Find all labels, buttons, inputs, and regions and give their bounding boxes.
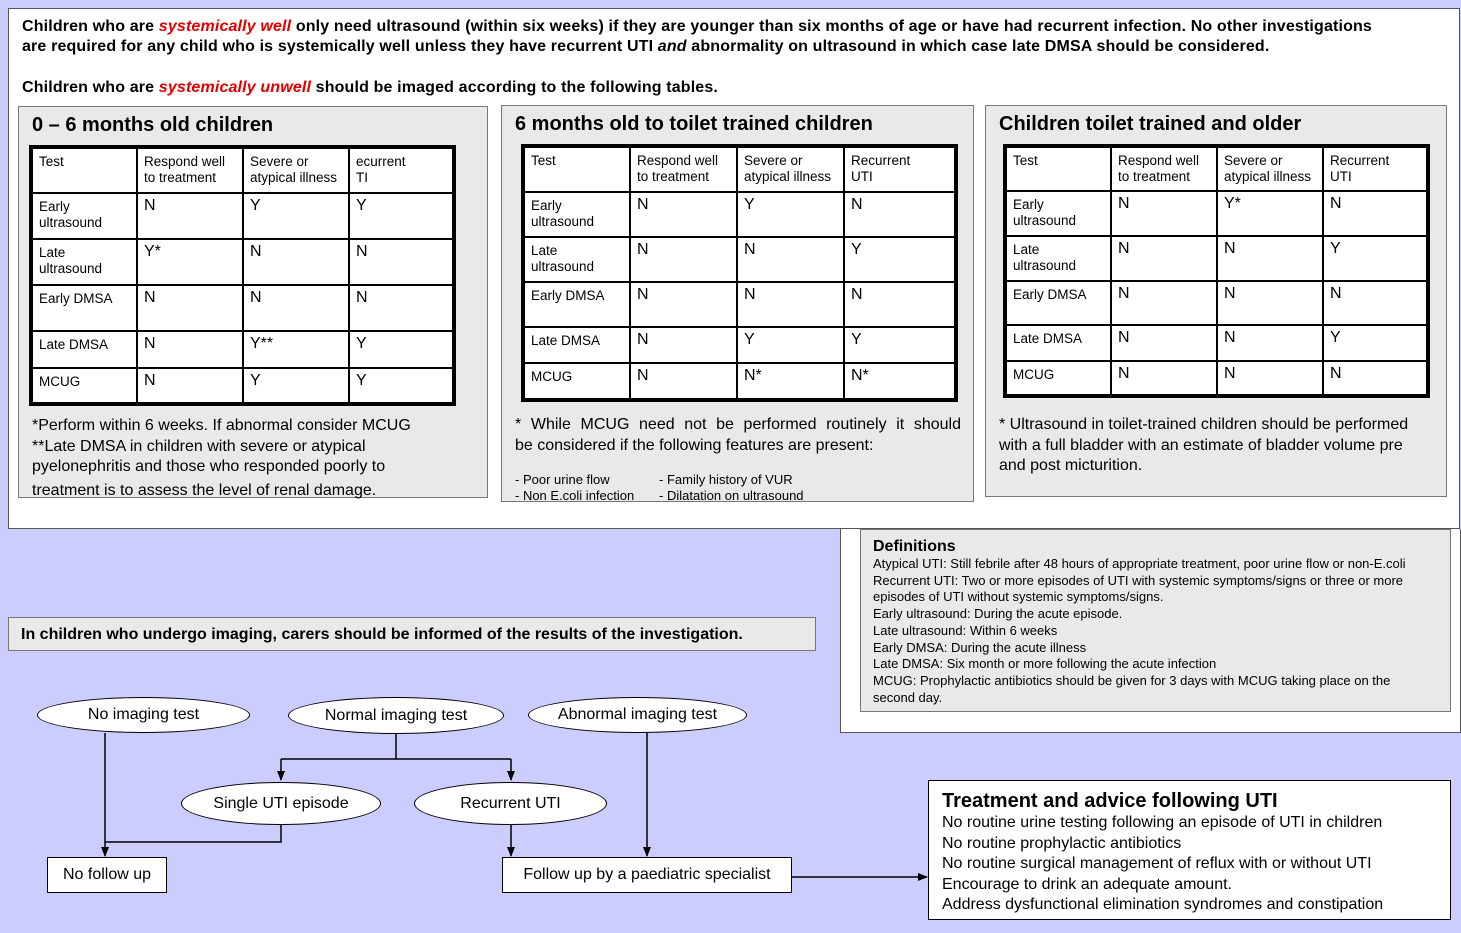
- feature-list-right: - Family history of VUR - Dilatation on ultrasound: [659, 472, 804, 503]
- table-cell: N: [1111, 191, 1217, 236]
- node-follow-up-specialist: Follow up by a paediatric specialist: [502, 857, 792, 893]
- connector-single-uti-to-no-follow-up: [105, 825, 281, 842]
- definition-line: Early DMSA: During the acute illness: [873, 639, 1087, 655]
- node-recurrent-uti: Recurrent UTI: [414, 782, 607, 825]
- column-header: ecurrent TI: [349, 147, 454, 193]
- column-header: Recurrent UTI: [1323, 146, 1428, 191]
- carers-info-banner: In children who undergo imaging, carers should be informed of the results of the investigation.: [8, 617, 816, 651]
- definition-line: Late ultrasound: Within 6 weeks: [873, 622, 1058, 638]
- treatment-line: Encourage to drink an adequate amount.: [942, 875, 1232, 893]
- table-cell: N: [243, 285, 349, 331]
- table-cell: N: [1323, 281, 1428, 325]
- table-cell: Y: [1323, 325, 1428, 361]
- node-abnormal-imaging-test: Abnormal imaging test: [528, 697, 747, 733]
- treatment-line: No routine urine testing following an episode of UTI in children: [942, 814, 1383, 831]
- table-cell: N: [137, 193, 243, 239]
- column-header: Severe or atypical illness: [1217, 146, 1323, 191]
- table-footnote: * Ultrasound in toilet-trained children should be performed with a full bladder with an estimate of bladder volume pre and post micturition.: [999, 416, 1409, 474]
- row-label: Early ultrasound: [1005, 191, 1111, 236]
- table-cell: Y: [349, 331, 454, 368]
- column-header: Test: [523, 146, 630, 192]
- table-cell: N: [1323, 191, 1428, 236]
- definition-line: episodes of UTI without systemic symptoms/signs.: [873, 589, 1164, 605]
- table-cell: N: [844, 192, 956, 237]
- table-cell: N: [1323, 361, 1428, 396]
- table-cell: Y: [844, 237, 956, 282]
- table-cell: Y: [737, 192, 844, 237]
- table-cell: N: [1217, 236, 1323, 281]
- treatment-title: Treatment and advice following UTI: [942, 790, 1278, 812]
- table-cell: N: [630, 192, 737, 237]
- row-label: Early DMSA: [1005, 281, 1111, 325]
- row-label: Late DMSA: [31, 331, 137, 368]
- table-cell: N: [1217, 281, 1323, 325]
- treatment-advice-box: [928, 780, 1451, 920]
- table-cell: Y: [349, 193, 454, 239]
- row-label: MCUG: [1005, 361, 1111, 396]
- table-footnote: *Perform within 6 weeks. If abnormal consider MCUG **Late DMSA in children with severe or atypical pyelonephritis and those who responded poorly to treatment is to assess the level of renal damage.: [32, 417, 411, 499]
- definition-line: MCUG: Prophylactic antibiotics should be given for 3 days with MCUG taking place on the: [873, 672, 1391, 688]
- definition-line: Recurrent UTI: Two or more episodes of UTI with systemic symptoms/signs or three or more: [873, 572, 1404, 588]
- definition-line: Atypical UTI: Still febrile after 48 hours of appropriate treatment, poor urine flow or non-E.coli: [873, 556, 1406, 571]
- row-label: Early ultrasound: [523, 192, 630, 237]
- row-label: Late ultrasound: [31, 239, 137, 285]
- table-cell: N: [1111, 325, 1217, 361]
- table-cell: N: [1217, 325, 1323, 361]
- table-cell: Y: [243, 193, 349, 239]
- feature-list-left: - Poor urine flow - Non E.coli infection: [515, 472, 635, 503]
- table-cell: N: [1111, 281, 1217, 325]
- table-cell: N: [844, 282, 956, 327]
- table-cell: N: [737, 282, 844, 327]
- table-cell: Y: [349, 368, 454, 404]
- node-single-uti-episode: Single UTI episode: [181, 782, 381, 825]
- node-no-follow-up: No follow up: [47, 857, 167, 893]
- table-cell: N: [1217, 361, 1323, 396]
- definition-line: second day.: [873, 689, 943, 705]
- table-cell: Y**: [243, 331, 349, 368]
- table-cell: N*: [844, 363, 956, 400]
- row-label: Early ultrasound: [31, 193, 137, 239]
- row-label: Late ultrasound: [1005, 236, 1111, 281]
- definitions-title: Definitions: [873, 538, 956, 555]
- treatment-line: Address dysfunctional elimination syndromes and constipation: [942, 896, 1384, 913]
- column-header: Test: [1005, 146, 1111, 191]
- table-cell: N*: [737, 363, 844, 400]
- column-header: Severe or atypical illness: [243, 147, 349, 193]
- table-cell: Y*: [137, 239, 243, 285]
- column-header: Severe or atypical illness: [737, 146, 844, 192]
- row-label: Late DMSA: [523, 327, 630, 363]
- row-label: Early DMSA: [31, 285, 137, 331]
- table-cell: Y: [243, 368, 349, 404]
- intro-line-3: Children who are systemically unwell should be imaged according to the following tables.: [22, 79, 719, 96]
- table-cell: N: [630, 327, 737, 363]
- row-label: Early DMSA: [523, 282, 630, 327]
- table-cell: N: [737, 237, 844, 282]
- table-cell: N: [349, 239, 454, 285]
- row-label: MCUG: [31, 368, 137, 404]
- column-header: Test: [31, 147, 137, 193]
- table-cell: N: [1111, 236, 1217, 281]
- node-no-imaging-test: No imaging test: [37, 697, 250, 733]
- table-cell: N: [630, 282, 737, 327]
- column-header: Respond well to treatment: [137, 147, 243, 193]
- row-label: Late ultrasound: [523, 237, 630, 282]
- table-cell: N: [630, 237, 737, 282]
- table-cell: N: [137, 285, 243, 331]
- column-header: Recurrent UTI: [844, 146, 956, 192]
- box-title: 0 – 6 months old children: [32, 114, 274, 136]
- table-cell: Y*: [1217, 191, 1323, 236]
- table-cell: N: [349, 285, 454, 331]
- column-header: Respond well to treatment: [1111, 146, 1217, 191]
- table-cell: N: [243, 239, 349, 285]
- treatment-line: No routine surgical management of reflux with or without UTI: [942, 855, 1372, 872]
- box-title: Children toilet trained and older: [999, 113, 1302, 135]
- table-footnote: * While MCUG need not be performed routinely it should be considered if the following features are present:: [515, 416, 961, 454]
- table-cell: N: [137, 368, 243, 404]
- intro-line-1: Children who are systemically well only need ultrasound (within six weeks) if they are younger than six months of age or have had recurrent infection. No other investigations: [22, 18, 1372, 35]
- table-cell: N: [630, 363, 737, 400]
- column-header: Respond well to treatment: [630, 146, 737, 192]
- table-cell: Y: [844, 327, 956, 363]
- box-title: 6 months old to toilet trained children: [515, 113, 873, 135]
- definition-line: Late DMSA: Six month or more following the acute infection: [873, 656, 1217, 672]
- table-cell: Y: [1323, 236, 1428, 281]
- table-cell: N: [1111, 361, 1217, 396]
- node-normal-imaging-test: Normal imaging test: [288, 697, 504, 734]
- row-label: MCUG: [523, 363, 630, 400]
- table-cell: N: [137, 331, 243, 368]
- definition-line: Early ultrasound: During the acute episode.: [873, 606, 1123, 622]
- row-label: Late DMSA: [1005, 325, 1111, 361]
- treatment-line: No routine prophylactic antibiotics: [942, 834, 1182, 852]
- intro-line-2: are required for any child who is systemically well unless they have recurrent UTI and abnormality on ultrasound in which case late DMSA should be considered.: [22, 38, 1270, 55]
- table-cell: Y: [737, 327, 844, 363]
